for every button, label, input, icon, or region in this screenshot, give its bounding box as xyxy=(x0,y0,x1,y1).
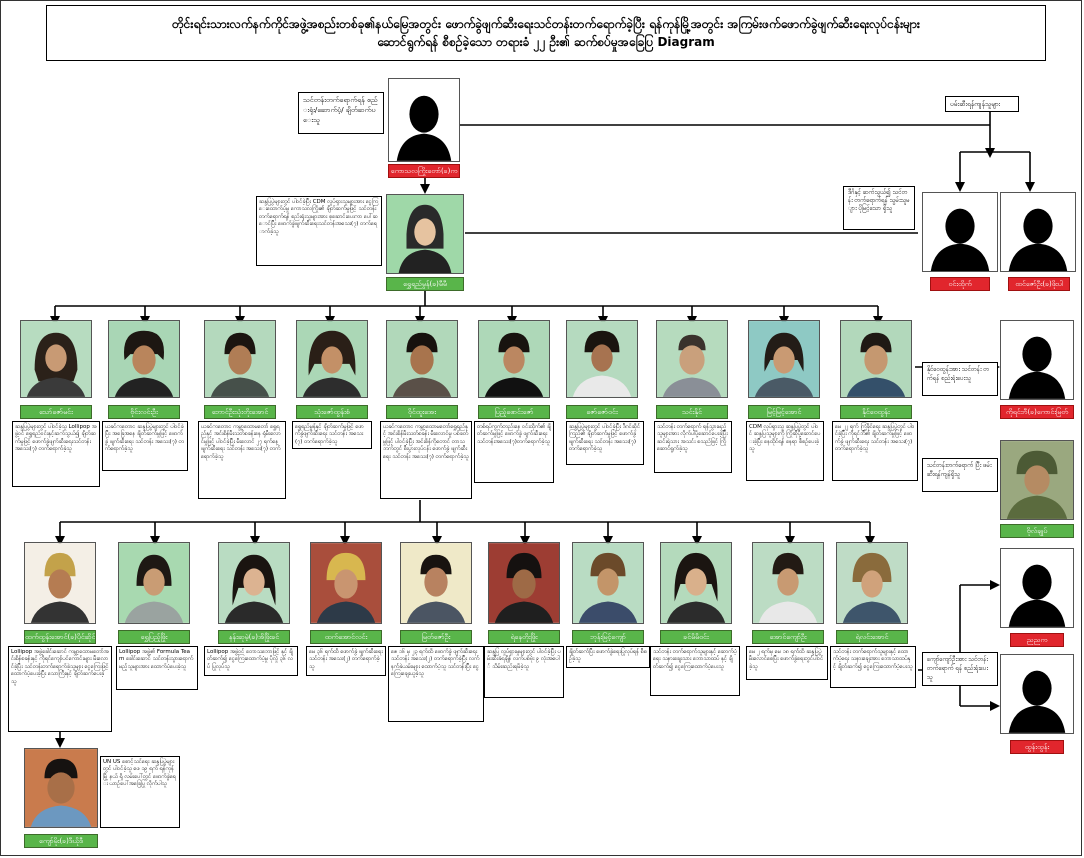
bottom-name-tag: ကျော်မိုး(ခ)ဒီယိုဒီ xyxy=(24,834,98,848)
person-description: သင်တန်း တက်ရောက် ရန်သွားမည့်သူများအား လိုက်ပါပို့ဆောင်ပေးခဲ့ပြီး ဆင်းရဲသား အသင်း စသည်ဖြင့် ကြို ဆောင်ရွက်ခဲ့သူ xyxy=(654,421,732,473)
right-note-1: နိုင်ဝေထွန်းအား သင်တန်း တက်ရန် စည်းရုံးပေးသူ xyxy=(922,362,998,396)
right-note-2: သင်တန်းတက်ရောက် ပြီး ဖမ်းဆီးရန်ကျန်ရှိသူ xyxy=(922,458,998,492)
title-line-1: တိုင်းရင်းသားလက်နက်ကိုင်အဖွဲ့အစည်းတစ်ခု၏နယ်မြေအတွင်း ဖောက်ခွဲဖျက်ဆီးရေးသင်တန်းတက်ရောက်ခဲ့ပြီး ရန်ကုန်မြို့အတွင်း အကြမ်းဖက်ဖောက်ခွဲဖျက်ဆီးရေးလုပ်ငန်းများ xyxy=(172,17,920,31)
second-name-tag: ရွှေရည်မွန်(ခ)မီမီ xyxy=(386,277,464,291)
person-name-tag: မြင့်မြင့်အောင် xyxy=(748,405,820,419)
person-description: ယခင်ကတောင ကမ္ဘာ့ထောမတော် ရွှေရည်နှင့် အင်းစိန်မီးသတ်စခန်းနေ ရုံမီးလောင်မှုဖြင့် ပါဝင်ခဲ့ပြီး မီးလောင် ၂၇ ရက်နေ့ ဖျက်ဆီးရေး သင်တန်း အသေး(၇) တက်ရောက်ခဲ့သူ xyxy=(198,421,286,499)
person-description: ဆန္ဒပြပွဲများတွင် ပါဝင်ခဲ့ပြီး ဒီဂင်ဆိုင်ကြည်၏ ချိတ်ဆက်မှုဖြင့် ဖောက်ခွဲ ဖျက်ဆီးရေး သင်တန်း အသေး(၇)တက်ရောက်ခဲ့သူ xyxy=(566,421,644,465)
person-name-tag: ဇော်ဇော်ဝင်း xyxy=(566,405,638,419)
person-photo xyxy=(296,320,368,398)
person-description: ရွှေရည်မွန်နှင့် ချိတ်ဆက်မှုဖြင့် ဖောက်ခွဲဖျက်ဆီးရေး သင်တန်း အသေး(၇) တက်ရောက်ခဲ့သူ xyxy=(292,421,372,449)
diagram-title xyxy=(46,5,1046,61)
leader-note: သင်တန်းတက်ရောက်ရန် စည်းရုံး/ဆောက်ပံ့/ ချိတ်ဆက်ပေးသူ xyxy=(298,92,384,134)
right-silhouette-photo-3 xyxy=(1000,548,1074,628)
person-description: ယခင်ကတောင ကမ္ဘာ့ထောမတော်ရွှေရည်နှင့် အင်းစိန်မီးသတ်စခန်း မီးလောင်မှု ပစ်ခတ်မှုဖြင့် ပါဝင်ခဲ့ပြီး အင်းစိန်ကိုတောင် တာသဘက်တွင် စီးပွားလုပ်ငန်း ဖောက်ခွဲ ဖျက်ဆီးရေး သင်တန်း အသေး(၇) တက်ရောက်ခဲ့သူ xyxy=(380,421,472,499)
right-name-tag-3: ညညက xyxy=(1010,633,1064,647)
person-name-tag: နိုင်ဝေထွန်း xyxy=(840,405,912,419)
person-photo xyxy=(24,542,96,624)
right-photo-2 xyxy=(1000,440,1074,520)
person-photo xyxy=(656,320,728,398)
person-name-tag: ရဲနေတိုးဖြိုး xyxy=(488,630,560,644)
person-photo xyxy=(572,542,644,624)
second-photo xyxy=(386,194,464,274)
fugitive-left-name-tag: ဝင်းထိုက် xyxy=(930,277,990,291)
right-name-tag-2: ဗိုလ်ချုပ် xyxy=(1000,524,1074,538)
person-description: ဆန္ဒပြ လှုပ်ရှားမှုများတွင် ပါဝင်ခဲ့ပြီး ပမ်းဆီးခံရချိန် လက်ပစ်ဗုံး ၉ လုံးအပေါ် သိမ်းဆည်းရမိခဲ့သူ xyxy=(484,646,564,698)
person-description: CDM လုပ်ရှားသူ ဆန္ဒပြပွဲတွင် ပါဝင် ဆန္ဒပြသူများကို ကြိုဆိုပို့ဆောင်ပေးခဲ့ပြီး နေထိုင်ရန် နေရာ စီစဉ်ပေးခဲ့သူ xyxy=(746,421,824,481)
person-name-tag: ခင်မိမိဝင်း xyxy=(660,630,732,644)
person-photo xyxy=(218,542,290,624)
right-note-3: ကျော်ကျော်ဦးအား သင်တန်းတက်ရောက် ရန် စည်းရုံးပေးသူ xyxy=(922,652,998,686)
right-silhouette-photo-4 xyxy=(1000,654,1074,734)
person-description: Lollipop အဖွဲ့၏ Formula Team ခေါင်းဆောင် သင်တန်းသွားရောက်မည့်သူများအား ထောက်ပံ့ပေးခဲ့သူ xyxy=(116,646,198,690)
person-photo xyxy=(108,320,180,398)
person-description: ဆန္ဒပြပွဲများတွင် ပါဝင်ခဲ့သူ Lollipop အဖွဲ့ဝင် ရွှေရည်ဝင်းနှင့်ဆက်သွယ်၍ ချိတ်ဆက်မှုဖြင့် ဖောက်ခွဲဖျက်ဆီးရေးသင်တန်း အသေး(၇) တက်ရောက်ခဲ့သူ xyxy=(12,421,100,487)
person-description: ဧေ ၁၆ မှ ၂၃ ရက်ထိ ဖောက်ခွဲ ဖျက်ဆီးရေး သင်တန်း အသေး(၂) တက်ရောက်ခဲ့ပြီး လက်နက်ခဲယမ်းများ ထောက်ပံ့သူ သင်တန်းပြီး ငွေကြေးချေးယူခဲ့သူ xyxy=(388,646,484,722)
person-description: သင်တန်း တက်ရောက်သူများနှင့် ဆောက်ပံ့ရေး သနားချေးသား ဘောသာထပ် နှင့် ချိတ်ဆက်၍ ငွေကြေးထောက်ပံ့ပေးသူ xyxy=(650,646,740,696)
person-description: မေ ၂ ရက်မှ မေ ၁၈ ရက်ထိ ဆန္ဒပြပွဲ မီးလောင်စေပြီး ဖောက်ခွဲရေးတွင်ပါဝင်ခဲ့သူ xyxy=(746,646,828,680)
leader-silhouette-photo xyxy=(388,78,460,162)
person-photo xyxy=(204,320,276,398)
leader-name-tag: ကောသလကြိုးတော်(ခ)က xyxy=(388,164,460,178)
right-name-tag-1: ကိုရင်ဘီ(ခ)ကောင်းမြတ် xyxy=(1000,405,1074,419)
person-photo xyxy=(310,542,382,624)
person-name-tag: ပြည့်ဖောင်းဇော် xyxy=(478,405,550,419)
person-photo xyxy=(836,542,908,624)
person-photo xyxy=(840,320,912,398)
mid-right-note: ဒီင်္ဂနှင့် ဆက်သွယ်၍ သင်တန်း တက်ရောက်ရန် သွမ်းသူများ ပိုမြင့်သော ရှိသူ xyxy=(843,186,915,230)
person-description: ယခင်ကတောင ဆန္ဒပြပွဲများတွင် ပါဝင်ခဲ့ပြီး အခြေအနေ ချိတ်ဆက်မှုဖြင့် ဖောက်ခွဲ ဖျက်ဆီးရေး သင်တန်း အသေး(၇) တက်ရောက်ခဲ့သူ xyxy=(102,421,188,471)
right-silhouette-photo-1 xyxy=(1000,320,1074,400)
person-photo xyxy=(478,320,550,398)
person-photo xyxy=(118,542,190,624)
person-name-tag: သော်ဇော်မင်း xyxy=(20,405,92,419)
person-name-tag: ထက်ထွန်းအောင်(ခ)ပိုင်ဆိုင် xyxy=(24,630,96,644)
person-description: သင်တန်း တက်ရောက်သူများနှင့် ထောက်ပံ့ရေး သနားချေးအား ဘောသာထပ်နှင့် ချိတ်ဆက်၍ ငွေကြေးထောက်ပံ့ပေးသူ xyxy=(830,646,916,688)
person-description: ချိတ်ဆက်ပြီး ဖောက်ခွဲရေးပြုလုပ်ရန် စီစဉ်ခဲ့သူ xyxy=(566,646,650,668)
person-description: မေ ၂၂ ရက် ကြံ့ခိုင်ရေး ဆန္ဒပြပွဲတွင် ပါဝင်ခဲ့ပြီး ကိုရင်ဘီ၏ ချိတ်ဆက်မှုဖြင့် ဖောက်ခွဲ ဖျက်ဆီးရေး သင်တန်း အသေး(၇) တက်ရောက်ခဲ့သူ xyxy=(832,421,918,481)
person-name-tag: သုံးဇော်ထွန်းစံ xyxy=(296,405,368,419)
person-name-tag: ဗိုင်းလင်းဦး xyxy=(108,405,180,419)
person-name-tag: ရဲလင်းအောင် xyxy=(836,630,908,644)
person-photo xyxy=(748,320,820,398)
right-name-tag-4: ထွန်းထွန်း xyxy=(1010,740,1064,754)
bottom-description: UN US စောင့်သင်ရေး ဆန္ဒပြပွဲများတွင် ပါဝင်ခဲ့သူ ဖေ ၁၉ ရက် ရန်ကုန်မြို့ နယ် ရှိ လမ်းပေါ်တွင် ဖောက်ခွဲရေး ယာဉ်ပေါ်အခြေပြု လိုက်ပါသူ xyxy=(100,756,180,828)
title-line-2: ဆောင်ရွက်ရန် စီစဉ်ခဲ့သော တရားခံ ၂၂ ဦး၏ ဆက်စပ်မှုအခြေပြ Diagram xyxy=(377,35,715,49)
person-photo xyxy=(566,320,638,398)
person-description: မေ ၃၆ ရက်ထိ ဖောက်ခွဲ ဖျက်ဆီးရေး သင်တန်း အသေး(၂) တက်ရောက်ခဲ့သူ xyxy=(306,646,386,676)
person-name-tag: ဝိုင်ထူးအေး xyxy=(386,405,458,419)
person-name-tag: ဘုန်းမြင့်ကျော် xyxy=(572,630,644,644)
second-description: ဆန္ဒပြပွဲများတွင် ပါဝင်ခဲ့ပြီး CDM လှုပ်ရှားသူများအား ငွေကြေးထောက်ပံ့မှု ကောသလကြိုး၏ ချိတ်ဆက်မှုဖြင့် သင်တန်းတက်ရောက်ရန် စည်းရုံးသူများအား စုဆောင်းပေးကာ ပေါ်ဆောင်ပြီး ဖောက်ခွဲဖျက်ဆီးရေးသင်တန်းအသေး(၇) တက်ရောက်ခဲ့သူ xyxy=(256,196,382,266)
fugitive-right-silhouette-photo xyxy=(1000,192,1076,272)
fugitive-left-silhouette-photo xyxy=(922,192,998,272)
person-name-tag: ရွှေပြည့်ဖြိုး xyxy=(118,630,190,644)
fugitive-right-name-tag: ထင်ဇော်ဦး(ခ)ဖိုးပါ xyxy=(1008,277,1070,291)
person-photo xyxy=(752,542,824,624)
person-description: Lollipop အဖွဲ့ခေါင်းဆောင် ကမ္ဘာ့ထောမတော်အင်းစိန်စခန်းနှင့် ကိုရင်ကျော်ပင်ကောင်းများ မီးလောင်ခဲ့ပြီး သင်တန်းတက်ရောက်ခဲ့သူများ ငွေကြေးဖြင့် ထောက်ပံ့ပေးခဲ့ပြီး သောကြီးနှင့် ချိတ်ဆက်ပေးခဲ့သူ xyxy=(8,646,112,732)
person-name-tag: အောင်ကျော်ဦး xyxy=(752,630,824,644)
person-description: Lollipop အဖွဲ့ဝင် တောသဘောဖြင့် နှင့် ချိတ်ဆက်၍ ငွေကြေးထောက်ပံ့မှု ပိုလှုံ ၃၆ လပ် ပြုလုပ်သူ xyxy=(204,646,298,676)
person-photo xyxy=(400,542,472,624)
person-photo xyxy=(660,542,732,624)
person-name-tag: မြတ်ဇော်ဦး xyxy=(400,630,472,644)
top-right-label: ပမ်းဆီးရန်ကျန်သူများ xyxy=(945,96,1019,112)
person-name-tag: ဘောင်ဦးသုံးတိုးအောင် xyxy=(204,405,276,419)
bottom-photo xyxy=(24,748,98,828)
person-name-tag: သင်းနိုင် xyxy=(656,405,728,419)
person-description: တစ်ရပ်ကွက်တည်းနေ ဝင်းထိုက်၏ ချိတ်ဆက်မှုဖြင့် ဖောက်ခွဲ ဖျက်ဆီးရေး သင်တန်းအသေး(၇)တက်ရောက်ခဲ့သူ xyxy=(474,421,554,483)
person-name-tag: နန်းဆုမဲ့(ခ)အိဖြိုးခင် xyxy=(218,630,290,644)
person-photo xyxy=(386,320,458,398)
person-photo xyxy=(488,542,560,624)
person-name-tag: ထက်အောင်လင်း xyxy=(310,630,382,644)
person-photo xyxy=(20,320,92,398)
